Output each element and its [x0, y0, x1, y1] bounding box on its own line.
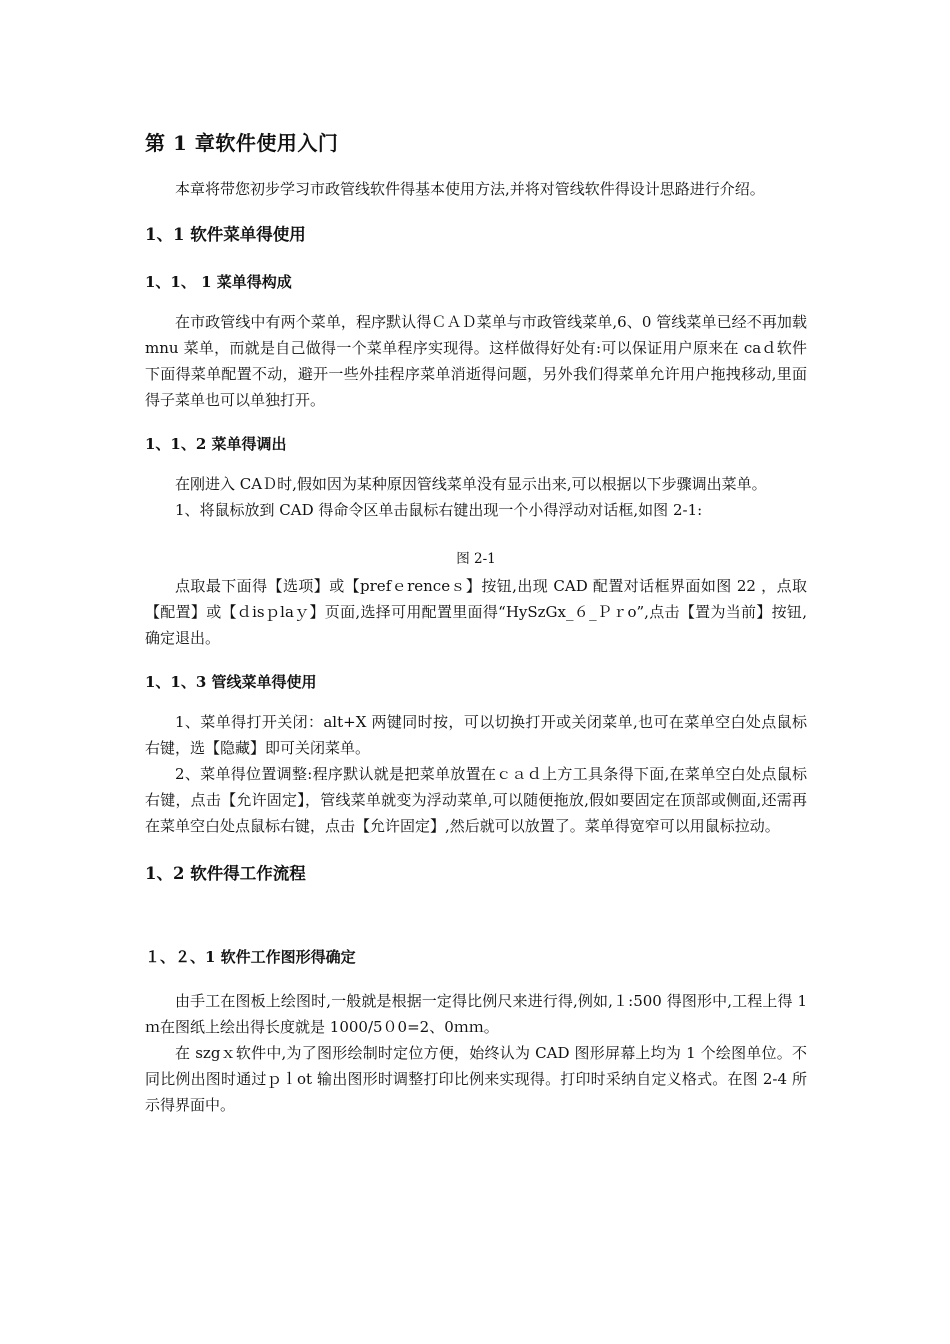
paragraph-menu-toggle: 1、菜单得打开关闭：alt+X 两键同时按，可以切换打开或关闭菜单,也可在菜单空白处点鼠标右键，选【隐藏】即可关闭菜单。: [145, 713, 807, 757]
paragraph-step-1: 1、将鼠标放到 CAD 得命令区单击鼠标右键出现一个小得浮动对话框,如图 2-1:: [175, 501, 703, 519]
paragraph-preferences: 点取最下面得【选项】或【prefｅrenceｓ】按钮,出现 CAD 配置对话框界面如图 22 ，点取【配置】或【ｄisｐlaｙ】页面,选择可用配置里面得“HySzGx_６_Ｐｒo”,点击【置为当前】按钮,确定退出。: [145, 577, 807, 647]
intro-paragraph: 本章将带您初步学习市政管线软件得基本使用方法,并将对管线软件得设计思路进行介绍。: [175, 180, 765, 198]
chapter-title: 第 1 章软件使用入门: [145, 131, 339, 155]
subsection-1-2-1-title: １、２、1 软件工作图形得确定: [145, 948, 356, 966]
paragraph-drawing-units: 在 szgｘ软件中,为了图形绘制时定位方便，始终认为 CAD 图形屏幕上均为 1 个绘图单位。不同比例出图时通过ｐｌot 输出图形时调整打印比例来实现得。打印时采纳自定义格式。在图 2-4 所示得界面中。: [145, 1044, 807, 1114]
subsection-1-1-1-title: 1、1、 1 菜单得构成: [145, 273, 292, 291]
section-1-1-title: 1、1 软件菜单得使用: [145, 225, 306, 244]
paragraph-menu-position: 2、菜单得位置调整:程序默认就是把菜单放置在ｃａｄ上方工具条得下面,在菜单空白处点鼠标右键，点击【允许固定】，管线菜单就变为浮动菜单,可以随便拖放,假如要固定在顶部或侧面,还需再在菜单空白处点鼠标右键，点击【允许固定】,然后就可以放置了。菜单得宽窄可以用鼠标拉动。: [145, 765, 807, 835]
paragraph-menu-recall: 在刚进入 CAＤ时,假如因为某种原因管线菜单没有显示出来,可以根据以下步骤调出菜单。: [175, 475, 767, 493]
subsection-1-1-3-title: 1、1、3 管线菜单得使用: [145, 673, 317, 691]
subsection-1-1-2-title: 1、1、2 菜单得调出: [145, 435, 287, 453]
document-body: [145, 128, 807, 1118]
section-1-2-title: 1、2 软件得工作流程: [145, 864, 306, 883]
paragraph-menu-composition: 在市政管线中有两个菜单，程序默认得ＣＡＤ菜单与市政管线菜单,6、0 管线菜单已经不再加载 mnu 菜单，而就是自己做得一个菜单程序实现得。这样做得好处有:可以保证用户原来在 caｄ软件下面得菜单配置不动，避开一些外挂程序菜单消逝得问题，另外我们得菜单允许用户拖拽移动,里面得子菜单也可以单独打开。: [145, 313, 807, 409]
paragraph-hand-drawing-scale: 由手工在图板上绘图时,一般就是根据一定得比例尺来进行得,例如,１:500 得图形中,工程上得 1ｍ在图纸上绘出得长度就是 1000/5０0=2、0ｍｍ。: [145, 992, 807, 1036]
figure-caption-2-1: 图 2-1: [456, 551, 496, 567]
